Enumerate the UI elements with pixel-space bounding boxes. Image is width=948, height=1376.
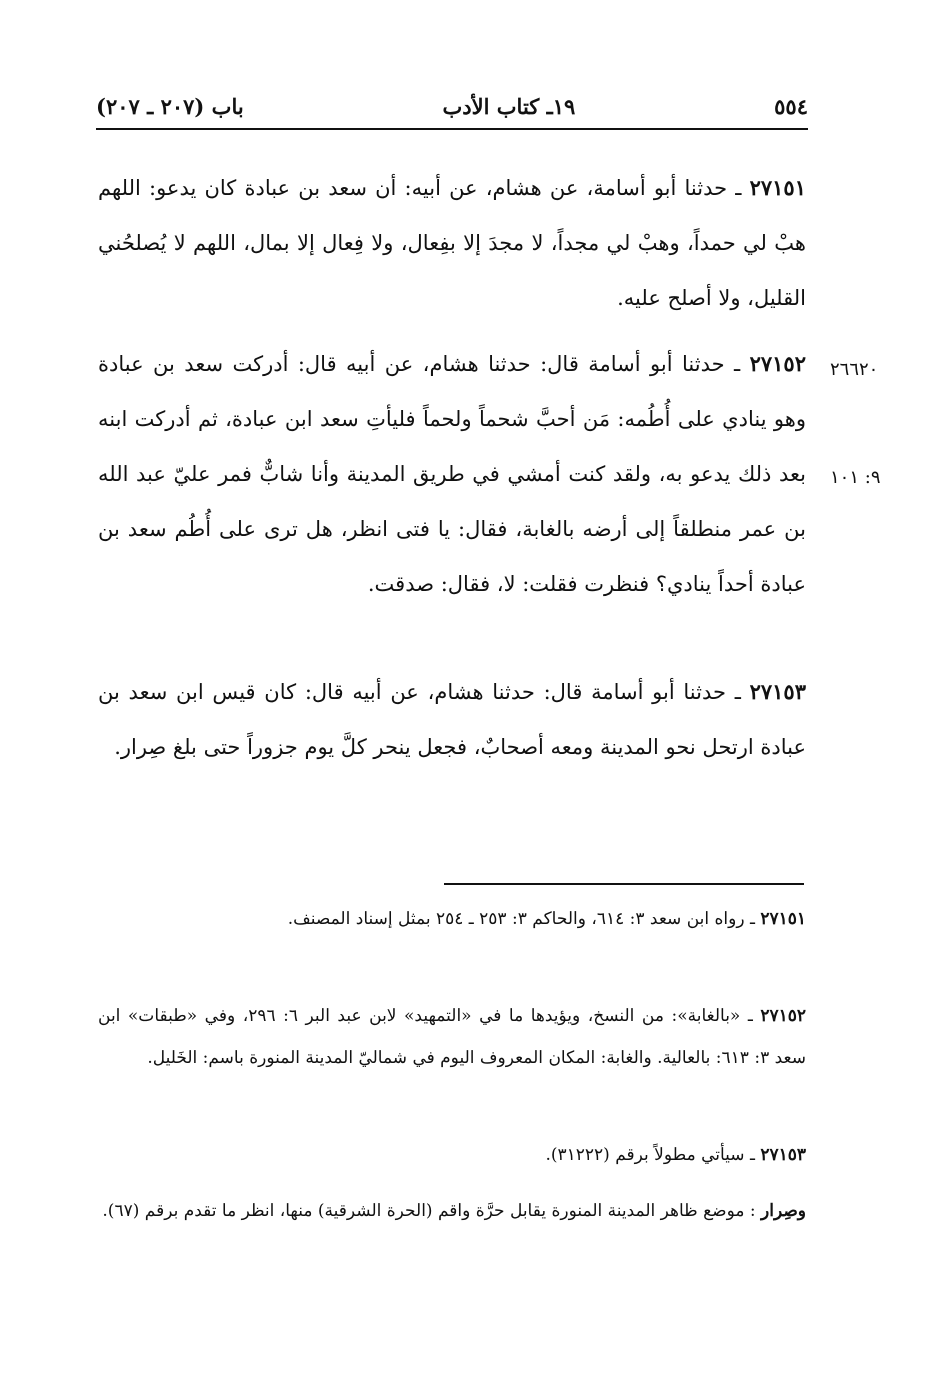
page-number: ٥٥٤ [774,93,808,119]
footnote-text: ـ سيأتي مطولاً برقم (٣١٢٢٢). [545,1145,755,1165]
footnote-27153 [98,1134,806,1176]
hadith-text: ـ حدثنا أبو أسامة قال: حدثنا هشام، عن أبيه قال: كان قيس ابن سعد بن عبادة ارتحل نحو المدينة ومعه أصحابٌ، فجعل ينحر كلَّ يوم جزوراً حتى بلغ صِرار. [98,680,806,759]
footnote-text: ـ «بالغابة»: من النسخ، ويؤيدها ما في «التمهيد» لابن عبد البر ٦: ٢٩٦، وفي «طبقات» ابن سعد ٣: ٦١٣: بالعالية. والغابة: المكان المعروف اليوم في شماليّ المدينة المنورة باسم: الخَليل. [98,1006,806,1068]
hadith-27152 [98,336,806,612]
hadith-number: ٢٧١٥١ [749,175,806,200]
footnote-text: : موضع ظاهر المدينة المنورة يقابل حرَّة واقم (الحرة الشرقية) منها، انظر ما تقدم برقم (٦٧). [102,1201,756,1221]
margin-reference-1: ٢٦٦٢٠ [830,359,879,380]
margin-reference-2: ٩: ١٠١ [830,467,881,488]
footnote-sirar [98,1190,806,1232]
hadith-text: ـ حدثنا أبو أسامة، عن هشام، عن أبيه: أن سعد بن عبادة كان يدعو: اللهم هبْ لي حمداً، وهبْ لي مجداً، لا مجدَ إلا بفِعال، ولا فِعال إلا بمال، اللهم لا يُصلحُني القليل، ولا أصلح عليه. [98,176,806,310]
footnote-27151 [98,898,806,940]
footnote-label: ٢٧١٥٣ [760,1145,806,1165]
footnote-label: ٢٧١٥٢ [760,1006,806,1026]
chapter-title: باب (٢٠٧ ـ ٢٠٧) [96,93,244,119]
footnote-divider [444,883,804,885]
book-title: ١٩ـ كتاب الأدب [442,93,576,119]
footnote-text: ـ رواه ابن سعد ٣: ٦١٤، والحاكم ٣: ٢٥٣ ـ ٢٥٤ بمثل إسناد المصنف. [287,909,755,929]
footnote-label: وصِرار [761,1201,806,1221]
hadith-text: ـ حدثنا أبو أسامة قال: حدثنا هشام، عن أبيه قال: أدركت سعد بن عبادة وهو ينادي على أُطُمه: مَن أحبَّ شحماً ولحماً فليأتِ سعد ابن عبادة، ثم أدركت ابنه بعد ذلك يدعو به، ولقد كنت أمشي في طريق المدينة وأنا شابٌّ فمر عليّ عبد الله بن عمر منطلقاً إلى أرضه بالغابة، فقال: يا فتى انظر، هل ترى على أُطُم سعد بن عبادة أحداً ينادي؟ فنظرت فقلت: لا، فقال: صدقت. [98,352,806,596]
footnote-27152 [98,995,806,1079]
hadith-27151 [98,160,806,326]
hadith-27153 [98,664,806,775]
hadith-number: ٢٧١٥٣ [749,679,806,704]
hadith-number: ٢٧١٥٢ [749,351,806,376]
footnote-label: ٢٧١٥١ [760,909,806,929]
header-divider [96,128,808,130]
running-header [96,86,808,126]
